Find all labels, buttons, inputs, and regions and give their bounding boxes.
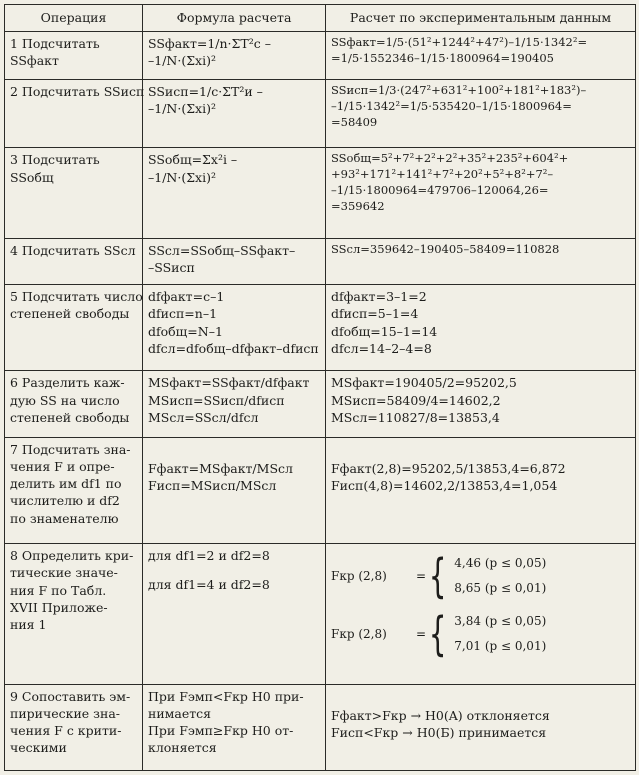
formula-line: SSфакт=1/n·ΣT²c – — [148, 36, 271, 51]
operation-cell — [5, 684, 143, 770]
brace-icon: { — [428, 607, 447, 662]
operation-cell — [5, 32, 143, 80]
critical-values — [454, 551, 546, 601]
header-operation: Операция — [5, 5, 143, 32]
formula-line: dfисп=n–1 — [148, 306, 218, 322]
table-row — [5, 684, 636, 770]
critical-value-block — [331, 605, 630, 663]
operation-line: SSобщ — [10, 169, 54, 185]
formula-line: нимается — [148, 705, 212, 721]
calculation-line: Fфакт(2,8)=95202,5/13853,4=6,872 — [331, 460, 566, 476]
operation-line: чения F с крити- — [10, 723, 122, 739]
formula-cell — [143, 238, 326, 284]
critical-value: 3,84 (p ≤ 0,05) — [454, 613, 547, 628]
formula-line: –1/N·(Σxi)² — [148, 53, 216, 69]
formula-cell — [143, 684, 326, 770]
calculation-cell — [326, 544, 636, 685]
operation-line: 8 Определить кри- — [10, 548, 134, 564]
table-row — [5, 544, 636, 685]
operation-cell — [5, 371, 143, 437]
operation-line: ческими — [10, 740, 67, 756]
header-calculation: Расчет по экспериментальным данным — [326, 5, 636, 32]
formula-line: Fисп=MSисп/MSсл — [148, 477, 277, 493]
formula-line: dfфакт=c–1 — [148, 289, 225, 304]
formula-cell — [143, 148, 326, 238]
header-formula: Формула расчета — [143, 5, 326, 32]
formula-line: –1/N·(Σxi)² — [148, 101, 216, 117]
operation-line: 2 Подсчитать SSисп — [10, 84, 145, 100]
calculation-line: SSисп=1/3·(247²+631²+100²+181²+183²)– — [331, 83, 587, 98]
table-row — [5, 371, 636, 437]
formula-line: MSисп=SSисп/dfисп — [148, 392, 285, 408]
calculation-line: –1/15·1342²=1/5·535420–1/15·1800964= — [331, 99, 572, 114]
operation-cell — [5, 437, 143, 543]
formula-line: MSфакт=SSфакт/dfфакт — [148, 375, 310, 391]
operation-line: XVII Приложе- — [10, 599, 108, 615]
formula-cell — [143, 371, 326, 437]
calculation-line: dfисп=5–1=4 — [331, 306, 419, 322]
operation-line: чения F и опре- — [10, 458, 115, 474]
critical-value: 8,65 (p ≤ 0,01) — [454, 581, 547, 596]
calculation-line: =58409 — [331, 114, 378, 129]
operation-line: по знаменателю — [10, 510, 119, 526]
table-row — [5, 148, 636, 238]
calculation-line: SSобщ=5²+7²+2²+2²+35²+235²+604²+ — [331, 151, 569, 166]
calculation-line: Fфакт>Fкр → H0(A) отклоняется — [331, 707, 550, 723]
calculation-cell — [326, 148, 636, 238]
operation-line: 5 Подсчитать число — [10, 289, 143, 304]
brace-icon: { — [428, 549, 447, 604]
formula-line: dfсл=dfобщ–dfфакт–dfисп — [148, 340, 319, 356]
calculation-cell — [326, 285, 636, 371]
operation-line: степеней свободы — [10, 409, 130, 425]
formula-line: –SSисп — [148, 260, 195, 276]
calculation-line: Fисп(4,8)=14602,2/13853,4=1,054 — [331, 477, 558, 493]
operation-line: SSфакт — [10, 53, 59, 69]
formula-line: При Fэмп≥Fкр H0 от- — [148, 723, 294, 739]
operation-line: ния 1 — [10, 617, 47, 633]
operation-line: 9 Сопоставить эм- — [10, 688, 131, 704]
operation-line: 7 Подсчитать зна- — [10, 441, 131, 457]
equals-sign: = — [415, 626, 427, 641]
table-row — [5, 238, 636, 284]
header-row — [5, 5, 636, 32]
calculation-line: MSисп=58409/4=14602,2 — [331, 392, 501, 408]
calculation-cell — [326, 684, 636, 770]
table-row — [5, 32, 636, 80]
critical-label: Fкр (2,8) — [331, 626, 387, 641]
operation-line: пирические зна- — [10, 705, 120, 721]
formula-line: клоняется — [148, 740, 217, 756]
calculation-line: dfфакт=3–1=2 — [331, 289, 427, 304]
operation-line: 6 Разделить каж- — [10, 375, 125, 391]
operation-cell — [5, 80, 143, 148]
operation-line: 4 Подсчитать SSсл — [10, 242, 136, 258]
calculation-line: Fисп<Fкр → H0(Б) принимается — [331, 724, 547, 740]
formula-line: для df1=4 и df2=8 — [148, 577, 270, 593]
formula-line: Fфакт=MSфакт/MSсл — [148, 460, 293, 476]
calculation-line: dfсл=14–2–4=8 — [331, 340, 432, 356]
operation-line: ния F по Табл. — [10, 582, 107, 598]
operation-cell — [5, 285, 143, 371]
operation-line: 3 Подсчитать — [10, 152, 100, 168]
critical-value-block — [331, 547, 630, 605]
formula-line: MSсл=SSсл/dfсл — [148, 409, 259, 425]
table-row — [5, 285, 636, 371]
calculation-line: +93²+171²+141²+7²+20²+5²+8²+7²– — [331, 167, 554, 182]
formula-cell — [143, 544, 326, 685]
formula-line: dfобщ=N–1 — [148, 323, 223, 339]
formula-cell — [143, 80, 326, 148]
operation-line: 1 Подсчитать — [10, 36, 100, 51]
calculation-cell — [326, 80, 636, 148]
calculation-cell — [326, 371, 636, 437]
spacer — [148, 564, 320, 576]
formula-line: SSобщ=Σx²i – — [148, 152, 238, 168]
calculation-line: =359642 — [331, 199, 385, 214]
formula-cell — [143, 32, 326, 80]
critical-values — [454, 609, 546, 659]
calculation-line: SSфакт=1/5·(51²+1244²+47²)–1/15·1342²= — [331, 35, 588, 49]
equals-sign: = — [415, 568, 427, 583]
formula-line: –1/N·(Σxi)² — [148, 169, 216, 185]
operation-cell — [5, 544, 143, 685]
operation-line: дую SS на число — [10, 392, 120, 408]
operation-line: степеней свободы — [10, 306, 130, 322]
operation-cell — [5, 148, 143, 238]
critical-value: 4,46 (p ≤ 0,05) — [454, 555, 547, 570]
operation-line: числителю и df2 — [10, 493, 120, 509]
calculation-line: MSсл=110827/8=13853,4 — [331, 409, 500, 425]
formula-line: SSсл=SSобщ–SSфакт– — [148, 242, 296, 258]
operation-line: тические значе- — [10, 565, 118, 581]
table-row — [5, 437, 636, 543]
calculation-cell — [326, 437, 636, 543]
calculation-cell — [326, 238, 636, 284]
anova-table — [4, 4, 636, 771]
table-row — [5, 80, 636, 148]
formula-line: При Fэмп<Fкр H0 при- — [148, 688, 304, 704]
critical-value: 7,01 (p ≤ 0,01) — [454, 639, 547, 654]
formula-line: SSисп=1/c·ΣT²и – — [148, 84, 263, 100]
operation-cell — [5, 238, 143, 284]
calculation-line: MSфакт=190405/2=95202,5 — [331, 375, 517, 391]
formula-cell — [143, 437, 326, 543]
calculation-line: dfобщ=15–1=14 — [331, 323, 438, 339]
operation-line: делить им df1 по — [10, 476, 122, 492]
calculation-line: SSсл=359642–190405–58409=110828 — [331, 241, 560, 256]
calculation-line: –1/15·1800964=479706–120064,26= — [331, 183, 549, 198]
calculation-cell — [326, 32, 636, 80]
critical-label: Fкр (2,8) — [331, 568, 387, 583]
calculation-line: =1/5·1552346–1/15·1800964=190405 — [331, 50, 554, 65]
formula-cell — [143, 285, 326, 371]
formula-line: для df1=2 и df2=8 — [148, 548, 270, 564]
